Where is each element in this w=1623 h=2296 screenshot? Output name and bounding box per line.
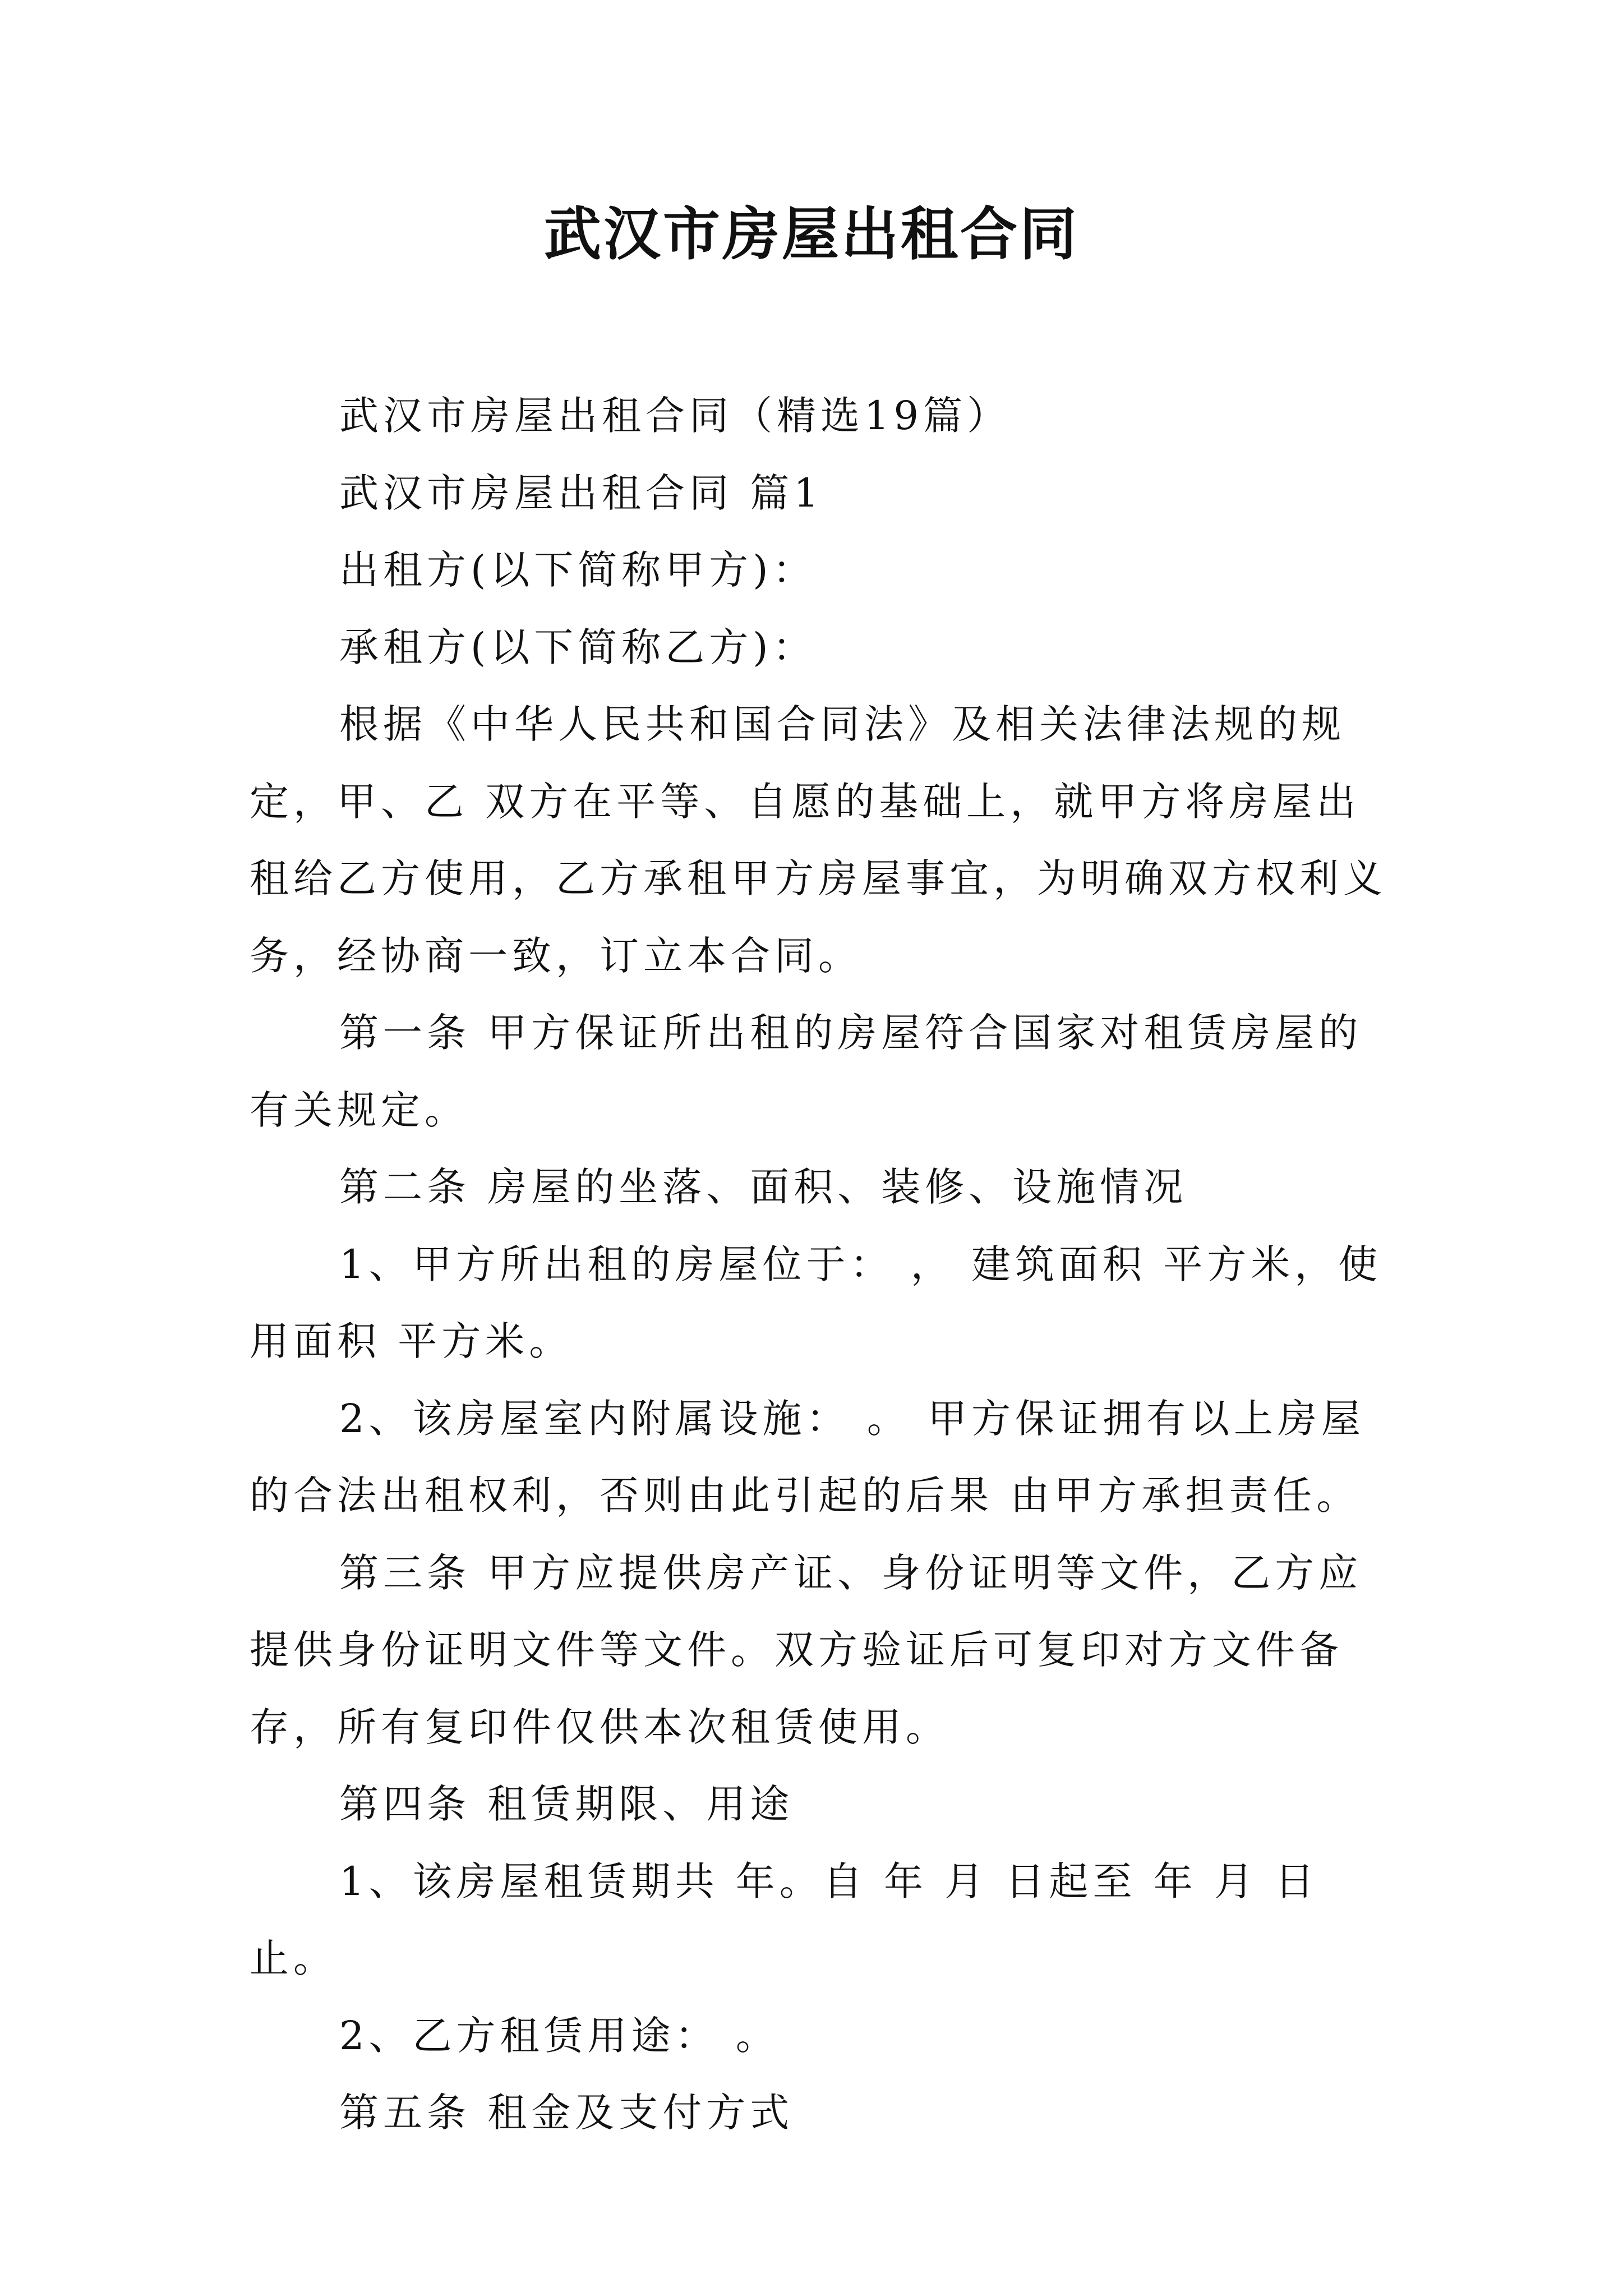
paragraph-preamble: 根据《中华人民共和国合同法》及相关法律法规的规定，甲、乙 双方在平等、自愿的基础上，就甲方将房屋出租给乙方使用，乙方承租甲方房屋事宜，为明确双方权利义务，经协商一致，订立本合同。 <box>250 701 1387 979</box>
paragraph-article-3: 第三条 甲方应提供房产证、身份证明等文件，乙方应提供身份证明文件等文件。双方验证后可复印对方文件备存，所有复印件仅供本次租赁使用。 <box>250 1549 1363 1750</box>
paragraph-collection-heading: 武汉市房屋出租合同（精选19篇） <box>339 393 1011 439</box>
paragraph-lessee: 承租方(以下简称乙方)： <box>339 624 817 670</box>
paragraph-article-heading: 武汉市房屋出租合同 篇1 <box>339 470 823 516</box>
paragraph-article-4: 第四条 租赁期限、用途 <box>339 1781 794 1827</box>
document-body <box>250 378 1394 2152</box>
document-title: 武汉市房屋出租合同 <box>544 201 1079 268</box>
paragraph-article-2-item-2: 2、该房屋室内附属设施： 。 甲方保证拥有以上房屋的合法出租权利，否则由此引起的后果 由甲方承担责任。 <box>250 1395 1366 1519</box>
paragraph-article-2-item-1: 1、甲方所出租的房屋位于： ， 建筑面积 平方米，使用面积 平方米。 <box>250 1241 1382 1364</box>
paragraph-article-2: 第二条 房屋的坐落、面积、装修、设施情况 <box>339 1164 1188 1210</box>
paragraph-article-4-item-2: 2、乙方租赁用途： 。 <box>339 2012 780 2059</box>
paragraph-article-1: 第一条 甲方保证所出租的房屋符合国家对租赁房屋的有关规定。 <box>250 1010 1363 1133</box>
paragraph-article-4-item-1: 1、该房屋租赁期共 年。自 年 月 日起至 年 月 日止。 <box>250 1858 1319 1981</box>
paragraph-lessor: 出租方(以下简称甲方)： <box>339 547 817 593</box>
paragraph-article-5: 第五条 租金及支付方式 <box>339 2090 794 2136</box>
